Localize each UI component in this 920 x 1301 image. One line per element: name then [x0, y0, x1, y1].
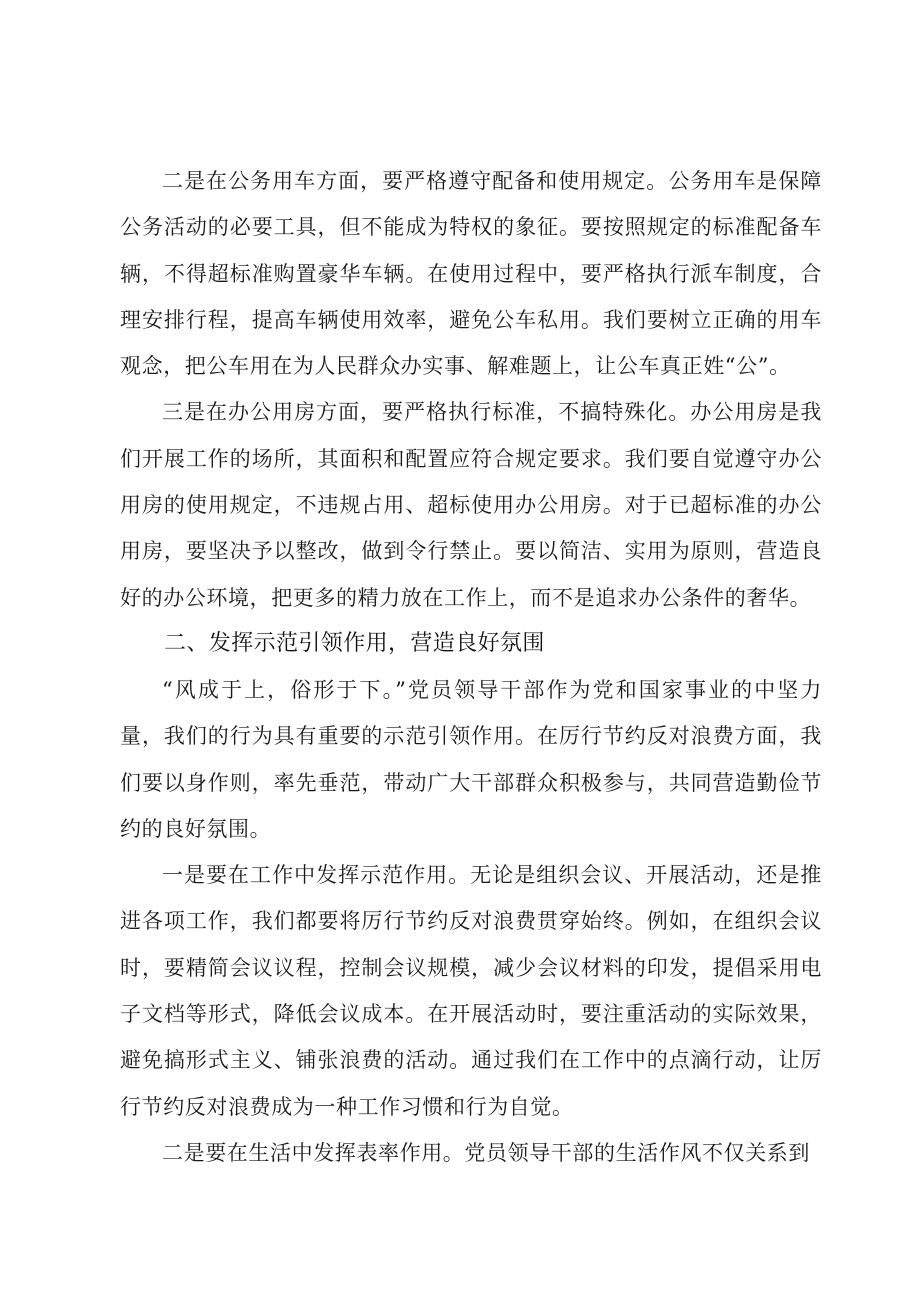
document-page: [120, 158, 822, 1176]
paragraph-work-example: 一是要在工作中发挥示范作用。无论是组织会议、开展活动，还是推进各项工作，我们都要将厉行节约反对浪费贯穿始终。例如，在组织会议时，要精简会议议程，控制会议规模，减少会议材料的印发，提倡采用电子文档等形式，降低会议成本。在开展活动时，要注重活动的实际效果，避免搞形式主义、铺张浪费的活动。通过我们在工作中的点滴行动，让厉行节约反对浪费成为一种工作习惯和行为自觉。: [120, 863, 822, 1119]
paragraph-life-example: 二是要在生活中发挥表率作用。党员领导干部的生活作风不仅关系到: [162, 1140, 810, 1165]
section-heading: 二、发挥示范引领作用，营造良好氛围: [164, 630, 545, 656]
paragraph-official-vehicles: 二是在公务用车方面，要严格遵守配备和使用规定。公务用车是保障公务活动的必要工具，但不能成为特权的象征。要按照规定的标准配备车辆，不得超标准购置豪华车辆。在使用过程中，要严格执行派车制度，合理安排行程，提高车辆使用效率，避免公车私用。我们要树立正确的用车观念，把公车用在为人民群众办实事、解难题上，让公车真正姓“公”。: [120, 169, 822, 379]
paragraph-leading-example: “风成于上，俗形于下。”党员领导干部作为党和国家事业的中坚力量，我们的行为具有重要的示范引领作用。在厉行节约反对浪费方面，我们要以身作则，率先垂范，带动广大干部群众积极参与，共同营造勤俭节约的良好氛围。: [120, 677, 822, 841]
paragraph-office-space: 三是在办公用房方面，要严格执行标准，不搞特殊化。办公用房是我们开展工作的场所，其面积和配置应符合规定要求。我们要自觉遵守办公用房的使用规定，不违规占用、超标使用办公用房。对于已超标准的办公用房，要坚决予以整改，做到令行禁止。要以简洁、实用为原则，营造良好的办公环境，把更多的精力放在工作上，而不是追求办公条件的奢华。: [120, 400, 822, 610]
